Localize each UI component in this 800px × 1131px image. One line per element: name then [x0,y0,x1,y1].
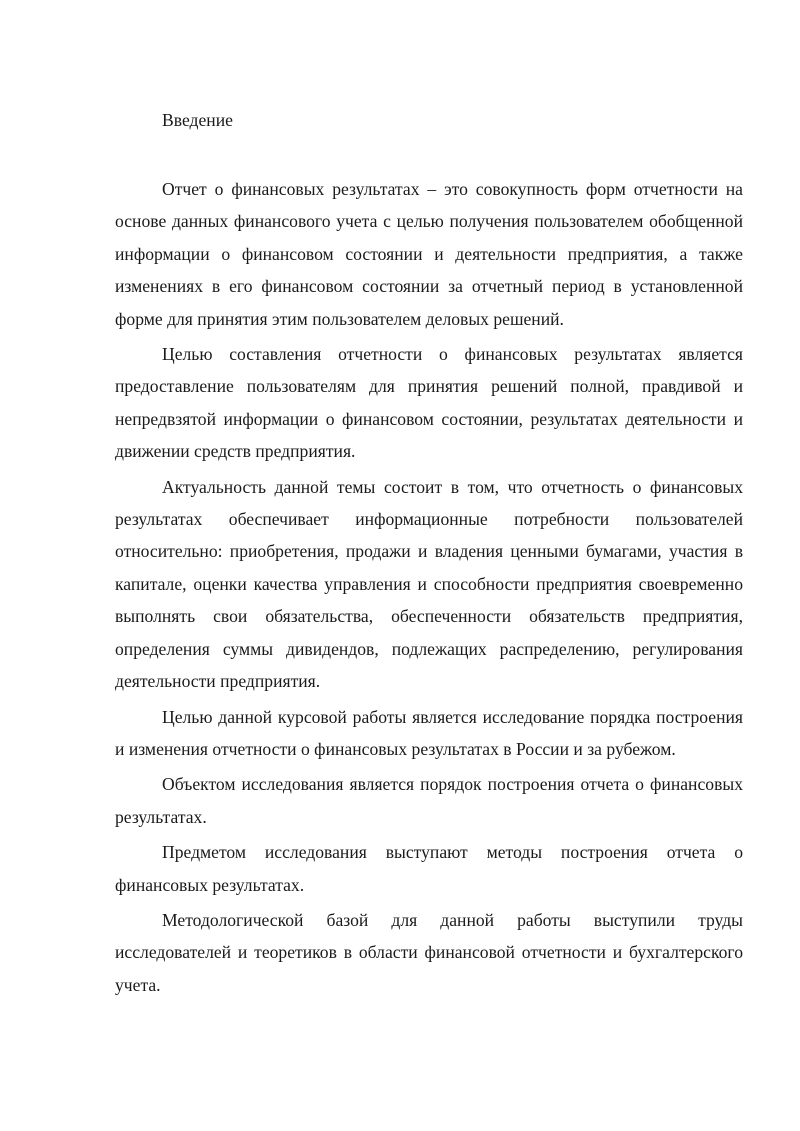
paragraph-definition: Отчет о финансовых результатах – это совокупность форм отчетности на основе данных финансового учета с целью получения пользователем обобщенной информации о финансовом состоянии и деятельности предприятия, а также изменениях в его финансовом состоянии за отчетный период в установленной форме для принятия этим пользователем деловых решений. [115,179,743,329]
paragraph-goal: Целью данной курсовой работы является исследование порядка построения и изменения отчетности о финансовых результатах в России и за рубежом. [115,706,743,759]
document-body [115,173,743,1004]
paragraph-relevance: Актуальность данной темы состоит в том, что отчетность о финансовых результатах обеспечивает информационные потребности пользователей относительно: приобретения, продажи и владения ценными бумагами, участия в капитале, оценки качества управления и способности предприятия своевременно выполнять свои обязательства, обеспеченности обязательств предприятия, определения суммы дивидендов, подлежащих распределению, регулирования деятельности предприятия. [115,476,743,692]
paragraph-object: Объектом исследования является порядок построения отчета о финансовых результатах. [115,774,743,827]
paragraph-subject: Предметом исследования выступают методы построения отчета о финансовых результатах. [115,842,743,895]
paragraph-methodology: Методологической базой для данной работы выступили труды исследователей и теоретиков в области финансовой отчетности и бухгалтерского учета. [115,909,743,995]
paragraph-purpose: Целью составления отчетности о финансовых результатах является предоставление пользователям для принятия решений полной, правдивой и непредвзятой информации о финансовом состоянии, результатах деятельности и движении средств предприятия. [115,344,743,462]
page-title: Введение [162,110,233,130]
